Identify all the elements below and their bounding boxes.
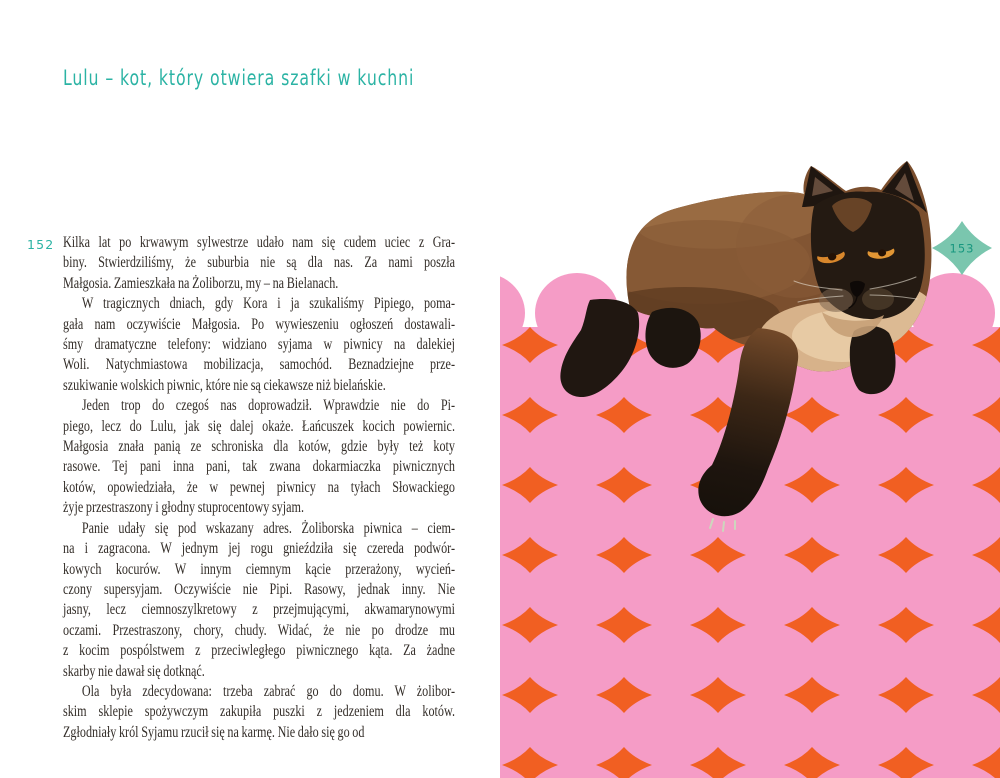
text-line: czony supersyjam. Oczywiście nie Pipi. Rasowy, jednak inny. Nie bbox=[63, 580, 455, 598]
text-line: kowych kocurów. W innym ciemnym kącie przerażony, wycień- bbox=[63, 560, 455, 578]
text-line: piego, lecz do Lulu, jak się dalej okaże. Łańcuszek kocich powiernic. bbox=[63, 417, 455, 435]
text-line: skarby nie dawał się dotknąć. bbox=[63, 662, 205, 680]
text-line: skim sklepie spożywczym zakupiła puszki z jedzeniem dla kotów. bbox=[63, 703, 455, 721]
page-number-left: 152 bbox=[27, 237, 55, 252]
text-line: kotów, opowiedziała, że w pewnej piwnicy na tyłach Słowackiego bbox=[63, 478, 455, 496]
text-line: Woli. Natychmiastowa mobilizacja, samochód. Beznadziejne prze- bbox=[63, 356, 455, 374]
text-line: W tragicznych dniach, gdy Kora i ja szukaliśmy Pipiego, poma- bbox=[81, 295, 455, 313]
text-line: na i zagracona. W jednym jej rogu gnieździła się czereda podwór- bbox=[63, 540, 455, 558]
chapter-title: Lulu – kot, który otwiera szafki w kuchni bbox=[63, 66, 415, 90]
text-line: Zgłodniały król Syjamu rzucił się na karmę. Nie dało się go od bbox=[63, 723, 365, 741]
text-line: Małgosia. Zamieszkała na Żoliborzu, my – na Bielanach. bbox=[63, 274, 339, 292]
text-line: rasowe. Tej pani inna pani, tak zwana dokarmiaczka piwnicznych bbox=[63, 458, 455, 476]
text-line: Panie udały się pod wskazany adres. Żoliborska piwnica – ciem- bbox=[81, 519, 455, 537]
text-line: jasny, lecz ciemnoszylkretowy z przejmującymi, akwamarynowymi bbox=[63, 601, 455, 619]
right-page bbox=[500, 0, 1000, 778]
text-line: oczami. Przestraszony, chory, chudy. Widać, że nie po drodze mu bbox=[63, 621, 455, 639]
text-line: szukiwanie wolskich piwnic, które nie są ciekawsze niż bielańskie. bbox=[63, 376, 386, 394]
text-line: gała nam oczywiście Małgosia. Po wywieszeniu ogłoszeń dostawali- bbox=[63, 315, 455, 333]
text-line: Kilka lat po krwawym sylwestrze udało nam się cudem uciec z Gra- bbox=[63, 234, 455, 251]
right-page-illustration bbox=[500, 0, 1000, 778]
cat-muzzle-left bbox=[819, 288, 853, 312]
text-line: Małgosia znała panią ze schroniska dla kotów, gdzie były też koty bbox=[63, 438, 455, 456]
page-number-badge bbox=[932, 221, 992, 275]
cat-folded-paw bbox=[645, 308, 700, 368]
page-number-right: 153 bbox=[949, 241, 975, 256]
text-line: biny. Stwierdziliśmy, że suburbia nie są dla nas. Za nami poszła bbox=[63, 254, 455, 272]
text-line: żyje przestraszony i głodny stuprocentowy syjam. bbox=[63, 499, 305, 517]
text-line: śmy dramatyczne telefony: widziano syjama w piwnicy na dalekiej bbox=[63, 336, 455, 354]
body-text bbox=[63, 233, 455, 743]
text-line: Jeden trop do czegoś nas doprowadził. Wprawdzie nie do Pi- bbox=[81, 397, 455, 415]
text-line: Ola była zdecydowana: trzeba zabrać go do domu. W żolibor- bbox=[81, 682, 455, 700]
text-line: z kocim pospólstwem z przeciwległego piwnicznego kąta. Za żadne bbox=[63, 642, 455, 660]
cat-muzzle-right bbox=[862, 288, 894, 310]
